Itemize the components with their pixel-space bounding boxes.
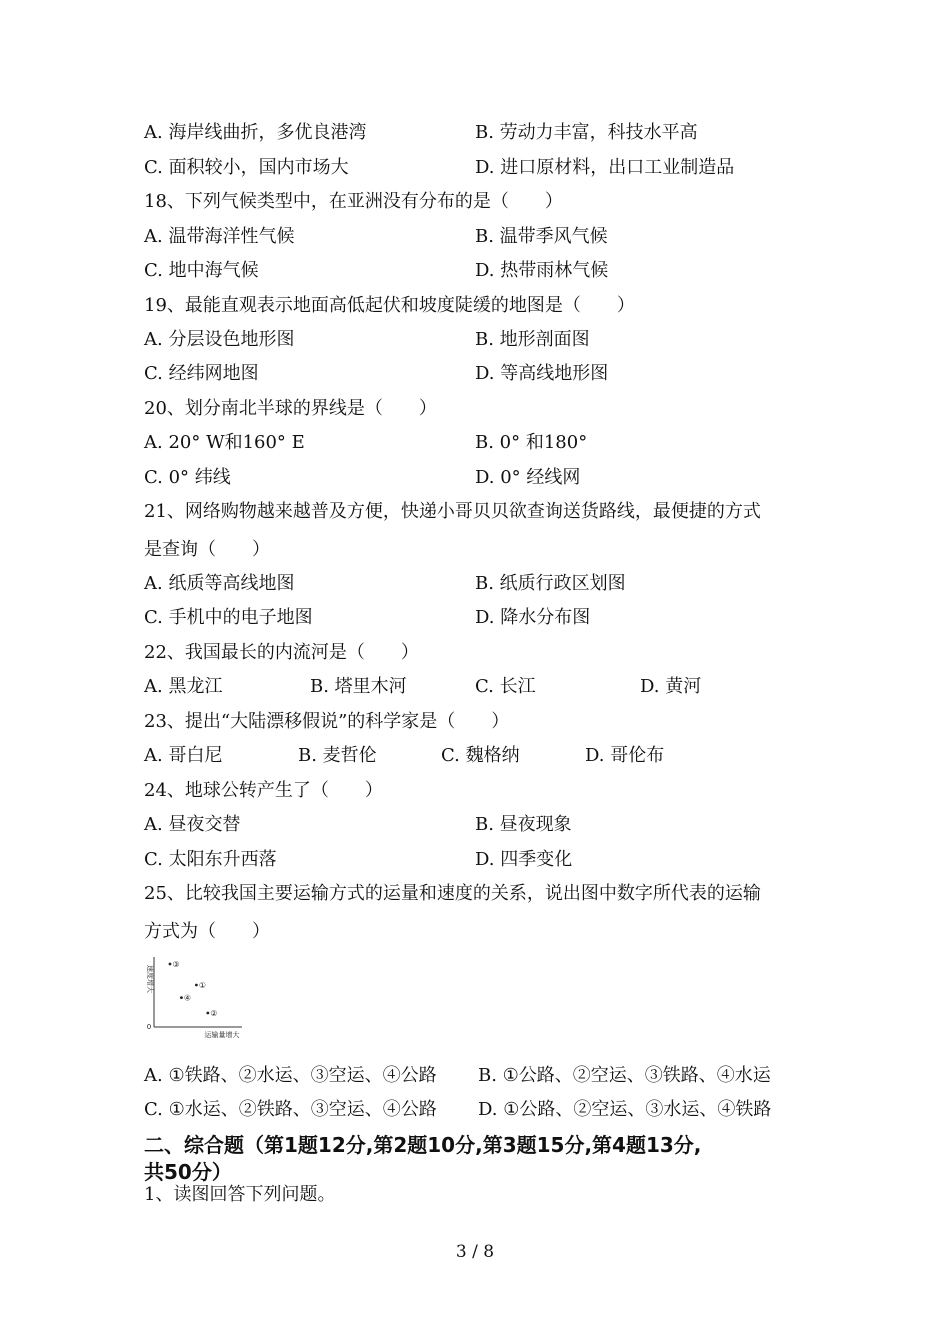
- q20-stem: 20、划分南北半球的界线是（ ）: [144, 398, 437, 419]
- q18-stem: 18、下列气候类型中，在亚洲没有分布的是（ ）: [144, 191, 563, 212]
- q24-option-d: D. 四季变化: [475, 849, 573, 870]
- q24-option-b: B. 昼夜现象: [475, 814, 572, 835]
- section-title-line1: 二、综合题（第1题12分,第2题10分,第3题15分,第4题13分,: [144, 1133, 702, 1157]
- q23-option-c: C. 魏格纳: [441, 745, 520, 766]
- q25-option-a: A. ①铁路、②水运、③空运、④公路: [144, 1065, 437, 1086]
- q25-option-c: C. ①水运、②铁路、③空运、④公路: [144, 1099, 437, 1120]
- section-title-line2: 共50分）: [144, 1160, 232, 1184]
- chart-point-2: [195, 984, 198, 987]
- q22-option-d: D. 黄河: [640, 676, 702, 697]
- q18-option-d: D. 热带雨林气候: [475, 260, 609, 281]
- q21-option-b: B. 纸质行政区划图: [475, 573, 626, 594]
- q19-option-c: C. 经纬网地图: [144, 363, 259, 384]
- q20-option-b: B. 0° 和180°: [475, 432, 588, 453]
- q19-option-d: D. 等高线地形图: [475, 363, 609, 384]
- q25-option-d: D. ①公路、②空运、③水运、④铁路: [478, 1099, 772, 1120]
- q24-stem: 24、地球公转产生了（ ）: [144, 780, 383, 801]
- chart-point-4: [206, 1012, 209, 1015]
- q19-stem: 19、最能直观表示地面高低起伏和坡度陡缓的地图是（ ）: [144, 295, 635, 316]
- q18-option-b: B. 温带季风气候: [475, 226, 608, 247]
- q17-option-a: A. 海岸线曲折，多优良港湾: [144, 122, 367, 143]
- q22-option-b: B. 塔里木河: [310, 676, 407, 697]
- origin-label: 0: [146, 1023, 152, 1031]
- chart-point-label-1: ③: [172, 960, 180, 969]
- q22-option-a: A. 黑龙江: [144, 676, 223, 697]
- y-axis-label: 速度增大: [146, 965, 154, 993]
- q24-option-a: A. 昼夜交替: [144, 814, 241, 835]
- q21-option-c: C. 手机中的电子地图: [144, 607, 313, 628]
- q17-option-c: C. 面积较小，国内市场大: [144, 157, 349, 178]
- chart-point-label-4: ②: [210, 1009, 218, 1018]
- q18-option-a: A. 温带海洋性气候: [144, 226, 295, 247]
- q20-option-c: C. 0° 纬线: [144, 467, 231, 488]
- transport-scatter-chart: [142, 953, 246, 1039]
- q22-option-c: C. 长江: [475, 676, 536, 697]
- q25-stem-line2: 方式为（ ）: [144, 921, 270, 942]
- chart-point-label-3: ④: [183, 993, 192, 1003]
- q22-stem: 22、我国最长的内流河是（ ）: [144, 642, 419, 663]
- q23-option-d: D. 哥伦布: [585, 745, 665, 766]
- chart-point-1: [169, 963, 172, 966]
- q25-option-b: B. ①公路、②空运、③铁路、④水运: [478, 1065, 771, 1086]
- chart-point-3: [180, 996, 183, 999]
- q20-option-d: D. 0° 经线网: [475, 467, 581, 488]
- q20-option-a: A. 20° W和160° E: [144, 432, 305, 453]
- q18-option-c: C. 地中海气候: [144, 260, 259, 281]
- page-number: 3 / 8: [455, 1242, 495, 1262]
- chart-point-label-2: ①: [198, 981, 206, 990]
- q17-option-d: D. 进口原材料，出口工业制造品: [475, 157, 735, 178]
- q24-option-c: C. 太阳东升西落: [144, 849, 277, 870]
- q23-option-b: B. 麦哲伦: [298, 745, 377, 766]
- q21-option-d: D. 降水分布图: [475, 607, 591, 628]
- q23-option-a: A. 哥白尼: [144, 745, 223, 766]
- q21-stem-line1: 21、网络购物越来越普及方便，快递小哥贝贝欲查询送货路线，最便捷的方式: [144, 501, 761, 522]
- q25-stem-line1: 25、比较我国主要运输方式的运量和速度的关系，说出图中数字所代表的运输: [144, 883, 761, 904]
- q19-option-b: B. 地形剖面图: [475, 329, 590, 350]
- q21-option-a: A. 纸质等高线地图: [144, 573, 295, 594]
- section-question-1: 1、读图回答下列问题。: [144, 1184, 336, 1205]
- q17-option-b: B. 劳动力丰富，科技水平高: [475, 122, 698, 143]
- x-axis-label: 运输量增大: [204, 1031, 240, 1039]
- q23-stem: 23、提出“大陆漂移假说”的科学家是（ ）: [144, 711, 510, 732]
- q19-option-a: A. 分层设色地形图: [144, 329, 295, 350]
- q21-stem-line2: 是查询（ ）: [144, 539, 270, 560]
